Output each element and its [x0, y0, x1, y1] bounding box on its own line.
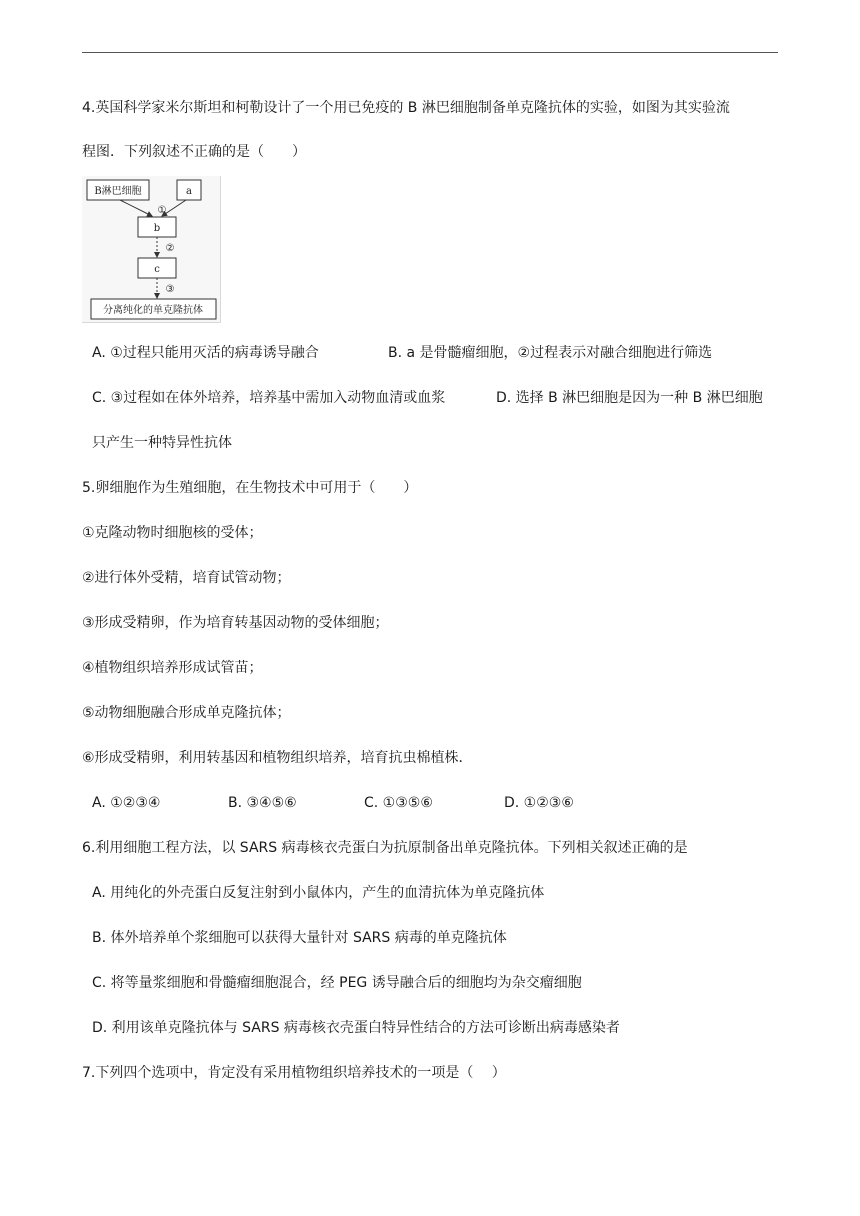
q4-option-a: A. ①过程只能用灭活的病毒诱导融合 — [92, 345, 319, 361]
q6-option-a: A. 用纯化的外壳蛋白反复注射到小鼠体内，产生的血清抗体为单克隆抗体 — [92, 885, 545, 901]
box-c-label: c — [154, 264, 160, 275]
q5-option-d: D. ①②③⑥ — [504, 795, 574, 811]
step-1-label: ① — [157, 205, 167, 216]
q4-stem-line2: 程图．下列叙述不正确的是（ ） — [82, 144, 306, 160]
q5-option-a: A. ①②③④ — [92, 795, 161, 811]
q5-item-3: ③形成受精卵，作为培育转基因动物的受体细胞； — [82, 615, 389, 631]
q5-item-2: ②进行体外受精，培育试管动物； — [82, 570, 291, 586]
box-a-label: a — [186, 186, 192, 197]
arrow-lymph-to-b — [120, 200, 152, 216]
q5-stem: 5.卵细胞作为生殖细胞，在生物技术中可用于（ ） — [82, 480, 418, 496]
q6-option-b: B. 体外培养单个浆细胞可以获得大量针对 SARS 病毒的单克隆抗体 — [92, 930, 507, 946]
q6-stem: 6.利用细胞工程方法，以 SARS 病毒核衣壳蛋白为抗原制备出单克隆抗体。下列相关叙述正确的是 — [82, 840, 688, 856]
box-b-label: b — [153, 223, 161, 234]
q5-item-5: ⑤动物细胞融合形成单克隆抗体； — [82, 705, 291, 721]
q4-option-b: B. a 是骨髓瘤细胞，②过程表示对融合细胞进行筛选 — [388, 345, 713, 361]
q4-option-d-line1: D. 选择 B 淋巴细胞是因为一种 B 淋巴细胞 — [496, 390, 763, 406]
q5-item-6: ⑥形成受精卵，利用转基因和植物组织培养，培育抗虫棉植株． — [82, 750, 473, 766]
q7-stem: 7.下列四个选项中，肯定没有采用植物组织培养技术的一项是（ ） — [82, 1065, 506, 1081]
box-b-lymphocyte-label: B淋巴细胞 — [94, 186, 142, 197]
q4-option-c: C. ③过程如在体外培养，培养基中需加入动物血清或血浆 — [92, 390, 446, 406]
header-rule — [82, 52, 778, 53]
q5-item-4: ④植物组织培养形成试管苗； — [82, 660, 263, 676]
q5-option-b: B. ③④⑤⑥ — [228, 795, 297, 811]
q4-flowchart-diagram — [82, 176, 221, 323]
q6-option-d: D. 利用该单克隆抗体与 SARS 病毒核衣壳蛋白特异性结合的方法可诊断出病毒感染者 — [92, 1020, 620, 1036]
q4-stem-line1: 4.英国科学家米尔斯坦和柯勒设计了一个用已免疫的 B 淋巴细胞制备单克隆抗体的实验，如图为其实验流 — [82, 100, 730, 116]
step-2-label: ② — [165, 243, 175, 254]
flowchart-svg — [82, 176, 220, 322]
step-3-label: ③ — [165, 284, 175, 295]
box-result-label: 分离纯化的单克隆抗体 — [103, 305, 203, 316]
q6-option-c: C. 将等量浆细胞和骨髓瘤细胞混合，经 PEG 诱导融合后的细胞均为杂交瘤细胞 — [92, 975, 582, 991]
q5-option-c: C. ①③⑤⑥ — [364, 795, 433, 811]
q5-item-1: ①克隆动物时细胞核的受体； — [82, 525, 263, 541]
q4-option-d-line2: 只产生一种特异性抗体 — [92, 435, 232, 451]
